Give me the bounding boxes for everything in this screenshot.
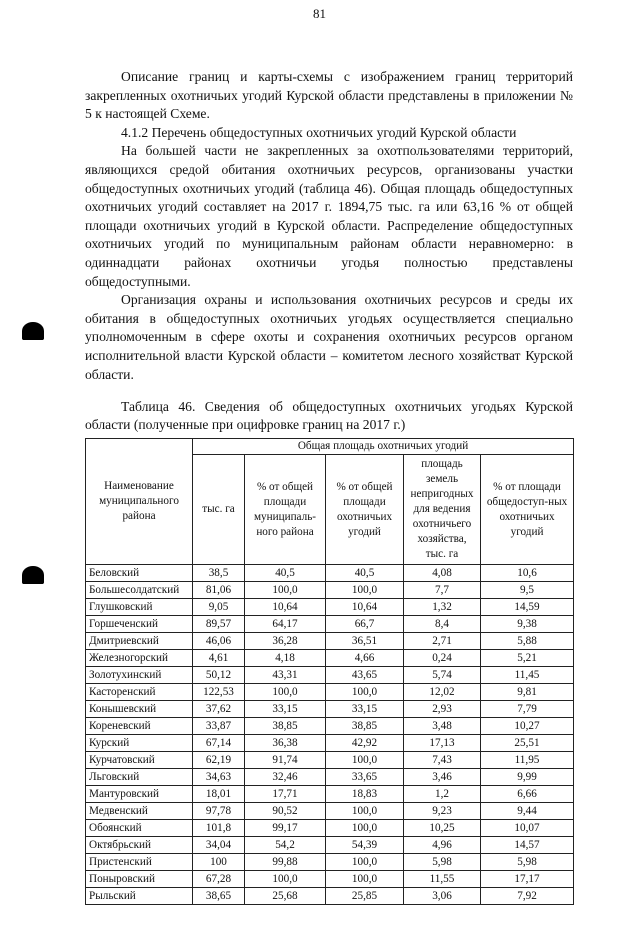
value-cell: 7,79	[481, 701, 574, 718]
table-row	[86, 565, 574, 582]
value-cell: 54,2	[245, 837, 326, 854]
value-cell: 11,55	[404, 871, 481, 888]
value-cell: 99,17	[245, 820, 326, 837]
district-name-cell: Кореневский	[86, 718, 193, 735]
value-cell: 100,0	[326, 752, 404, 769]
value-cell: 100,0	[326, 871, 404, 888]
value-cell: 101,8	[193, 820, 245, 837]
value-cell: 2,71	[404, 633, 481, 650]
value-cell: 5,98	[404, 854, 481, 871]
value-cell: 40,5	[245, 565, 326, 582]
district-name-cell: Льговский	[86, 769, 193, 786]
value-cell: 10,07	[481, 820, 574, 837]
value-cell: 3,46	[404, 769, 481, 786]
value-cell: 100,0	[245, 582, 326, 599]
page-number: 81	[313, 6, 326, 21]
table-row	[86, 888, 574, 905]
value-cell: 91,74	[245, 752, 326, 769]
value-cell: 4,96	[404, 837, 481, 854]
value-cell: 66,7	[326, 616, 404, 633]
value-cell: 4,61	[193, 650, 245, 667]
value-cell: 36,28	[245, 633, 326, 650]
value-cell: 9,44	[481, 803, 574, 820]
value-cell: 67,14	[193, 735, 245, 752]
value-cell: 64,17	[245, 616, 326, 633]
value-cell: 62,19	[193, 752, 245, 769]
table-row	[86, 701, 574, 718]
value-cell: 100,0	[245, 684, 326, 701]
value-cell: 5,88	[481, 633, 574, 650]
value-cell: 17,17	[481, 871, 574, 888]
value-cell: 33,15	[245, 701, 326, 718]
table-row	[86, 871, 574, 888]
table-row	[86, 684, 574, 701]
value-cell: 7,7	[404, 582, 481, 599]
column-header-district: Наименование муниципального района	[86, 439, 193, 565]
value-cell: 25,68	[245, 888, 326, 905]
district-name-cell: Курчатовский	[86, 752, 193, 769]
value-cell: 33,87	[193, 718, 245, 735]
value-cell: 6,66	[481, 786, 574, 803]
value-cell: 40,5	[326, 565, 404, 582]
district-name-cell: Золотухинский	[86, 667, 193, 684]
value-cell: 10,64	[326, 599, 404, 616]
table-row	[86, 718, 574, 735]
table-row	[86, 820, 574, 837]
value-cell: 33,15	[326, 701, 404, 718]
column-header-pct-hunting: % от общей площади охотничьих угодий	[326, 455, 404, 565]
scan-artifact-mark	[22, 566, 44, 584]
table-row	[86, 633, 574, 650]
table-caption: Таблица 46. Сведения об общедоступных охотничьих угодьях Курской области (полученные при оцифровке границ на 2017 г.)	[85, 399, 573, 433]
table-row	[86, 582, 574, 599]
district-name-cell: Мантуровский	[86, 786, 193, 803]
value-cell: 100	[193, 854, 245, 871]
table-row	[86, 735, 574, 752]
paragraph: На большей части не закрепленных за охотпользователями территорий, являющихся средой обитания охотничьих ресурсов, организованы участки общедоступных охотничьих угодий (таблица 46). Общая площадь общедоступных охотничьих угодий составляет на 2017 г. 1894,75 тыс. га или 63,16 % от общей площади охотничьих угодий в Курской области. Распределение общедоступных охотничьих угодий по муниципальным районам области неравномерно: в одиннадцати районах охотничьи угодья полностью представлены общедоступными.	[85, 143, 573, 289]
table-row	[86, 837, 574, 854]
table-row	[86, 803, 574, 820]
value-cell: 97,78	[193, 803, 245, 820]
district-name-cell: Обоянский	[86, 820, 193, 837]
district-name-cell: Железногорский	[86, 650, 193, 667]
value-cell: 36,38	[245, 735, 326, 752]
value-cell: 34,04	[193, 837, 245, 854]
paragraph: Организация охраны и использования охотничьих ресурсов и среды их обитания в общедоступных охотничьих угодьях осуществляется специально уполномоченным в сфере охоты и сохранения охотничьих ресурсов органом исполнительной власти Курской области – комитетом лесного хозяйстват Курской области.	[85, 292, 573, 382]
value-cell: 18,83	[326, 786, 404, 803]
value-cell: 9,81	[481, 684, 574, 701]
district-name-cell: Медвенский	[86, 803, 193, 820]
value-cell: 89,57	[193, 616, 245, 633]
district-name-cell: Беловский	[86, 565, 193, 582]
value-cell: 54,39	[326, 837, 404, 854]
value-cell: 4,18	[245, 650, 326, 667]
value-cell: 9,05	[193, 599, 245, 616]
value-cell: 25,85	[326, 888, 404, 905]
column-header-pct-public: % от площади общедоступ-ных охотничьих угодий	[481, 455, 574, 565]
district-name-cell: Дмитриевский	[86, 633, 193, 650]
table-row	[86, 599, 574, 616]
value-cell: 9,38	[481, 616, 574, 633]
page-content	[85, 0, 573, 925]
value-cell: 11,95	[481, 752, 574, 769]
value-cell: 10,64	[245, 599, 326, 616]
value-cell: 10,25	[404, 820, 481, 837]
paragraph: Описание границ и карты-схемы с изображением границ территорий закрепленных охотничьих угодий Курской области представлены в приложении № 5 к настоящей Схеме.	[85, 69, 573, 122]
value-cell: 25,51	[481, 735, 574, 752]
value-cell: 3,06	[404, 888, 481, 905]
district-name-cell: Большесолдатский	[86, 582, 193, 599]
table-row	[86, 667, 574, 684]
value-cell: 37,62	[193, 701, 245, 718]
value-cell: 11,45	[481, 667, 574, 684]
value-cell: 34,63	[193, 769, 245, 786]
value-cell: 14,57	[481, 837, 574, 854]
value-cell: 100,0	[326, 820, 404, 837]
section-heading: 4.1.2 Перечень общедоступных охотничьих угодий Курской области	[121, 124, 517, 140]
value-cell: 100,0	[326, 684, 404, 701]
value-cell: 33,65	[326, 769, 404, 786]
column-header-pct-district: % от общей площади муниципаль-ного района	[245, 455, 326, 565]
value-cell: 10,27	[481, 718, 574, 735]
value-cell: 90,52	[245, 803, 326, 820]
table-row	[86, 786, 574, 803]
value-cell: 3,48	[404, 718, 481, 735]
value-cell: 17,13	[404, 735, 481, 752]
table-row	[86, 752, 574, 769]
value-cell: 9,5	[481, 582, 574, 599]
value-cell: 38,65	[193, 888, 245, 905]
value-cell: 7,92	[481, 888, 574, 905]
value-cell: 10,6	[481, 565, 574, 582]
district-name-cell: Глушковский	[86, 599, 193, 616]
value-cell: 2,93	[404, 701, 481, 718]
value-cell: 38,85	[245, 718, 326, 735]
value-cell: 12,02	[404, 684, 481, 701]
value-cell: 100,0	[326, 803, 404, 820]
value-cell: 18,01	[193, 786, 245, 803]
value-cell: 4,66	[326, 650, 404, 667]
value-cell: 5,98	[481, 854, 574, 871]
table-row	[86, 650, 574, 667]
group-header: Общая площадь охотничьих угодий	[193, 439, 574, 455]
column-header-unsuitable-area: площадь земель непригодных для ведения охотничьего хозяйства, тыс. га	[404, 455, 481, 565]
column-header-area: тыс. га	[193, 455, 245, 565]
hunting-grounds-table	[85, 438, 574, 905]
value-cell: 36,51	[326, 633, 404, 650]
district-name-cell: Пристенский	[86, 854, 193, 871]
table-row	[86, 854, 574, 871]
district-name-cell: Касторенский	[86, 684, 193, 701]
value-cell: 4,08	[404, 565, 481, 582]
value-cell: 38,5	[193, 565, 245, 582]
value-cell: 1,32	[404, 599, 481, 616]
value-cell: 38,85	[326, 718, 404, 735]
value-cell: 0,24	[404, 650, 481, 667]
value-cell: 100,0	[245, 871, 326, 888]
value-cell: 50,12	[193, 667, 245, 684]
value-cell: 100,0	[326, 854, 404, 871]
value-cell: 67,28	[193, 871, 245, 888]
district-name-cell: Октябрьский	[86, 837, 193, 854]
table-row	[86, 616, 574, 633]
value-cell: 100,0	[326, 582, 404, 599]
district-name-cell: Конышевский	[86, 701, 193, 718]
value-cell: 46,06	[193, 633, 245, 650]
value-cell: 42,92	[326, 735, 404, 752]
value-cell: 17,71	[245, 786, 326, 803]
district-name-cell: Горшеченский	[86, 616, 193, 633]
value-cell: 99,88	[245, 854, 326, 871]
value-cell: 8,4	[404, 616, 481, 633]
value-cell: 9,23	[404, 803, 481, 820]
value-cell: 1,2	[404, 786, 481, 803]
value-cell: 122,53	[193, 684, 245, 701]
value-cell: 43,65	[326, 667, 404, 684]
value-cell: 5,74	[404, 667, 481, 684]
value-cell: 9,99	[481, 769, 574, 786]
value-cell: 32,46	[245, 769, 326, 786]
district-name-cell: Рыльский	[86, 888, 193, 905]
value-cell: 14,59	[481, 599, 574, 616]
table-row	[86, 769, 574, 786]
value-cell: 7,43	[404, 752, 481, 769]
district-name-cell: Поныровский	[86, 871, 193, 888]
scan-artifact-mark	[22, 322, 44, 340]
value-cell: 81,06	[193, 582, 245, 599]
value-cell: 5,21	[481, 650, 574, 667]
district-name-cell: Курский	[86, 735, 193, 752]
value-cell: 43,31	[245, 667, 326, 684]
body-text	[85, 68, 573, 384]
